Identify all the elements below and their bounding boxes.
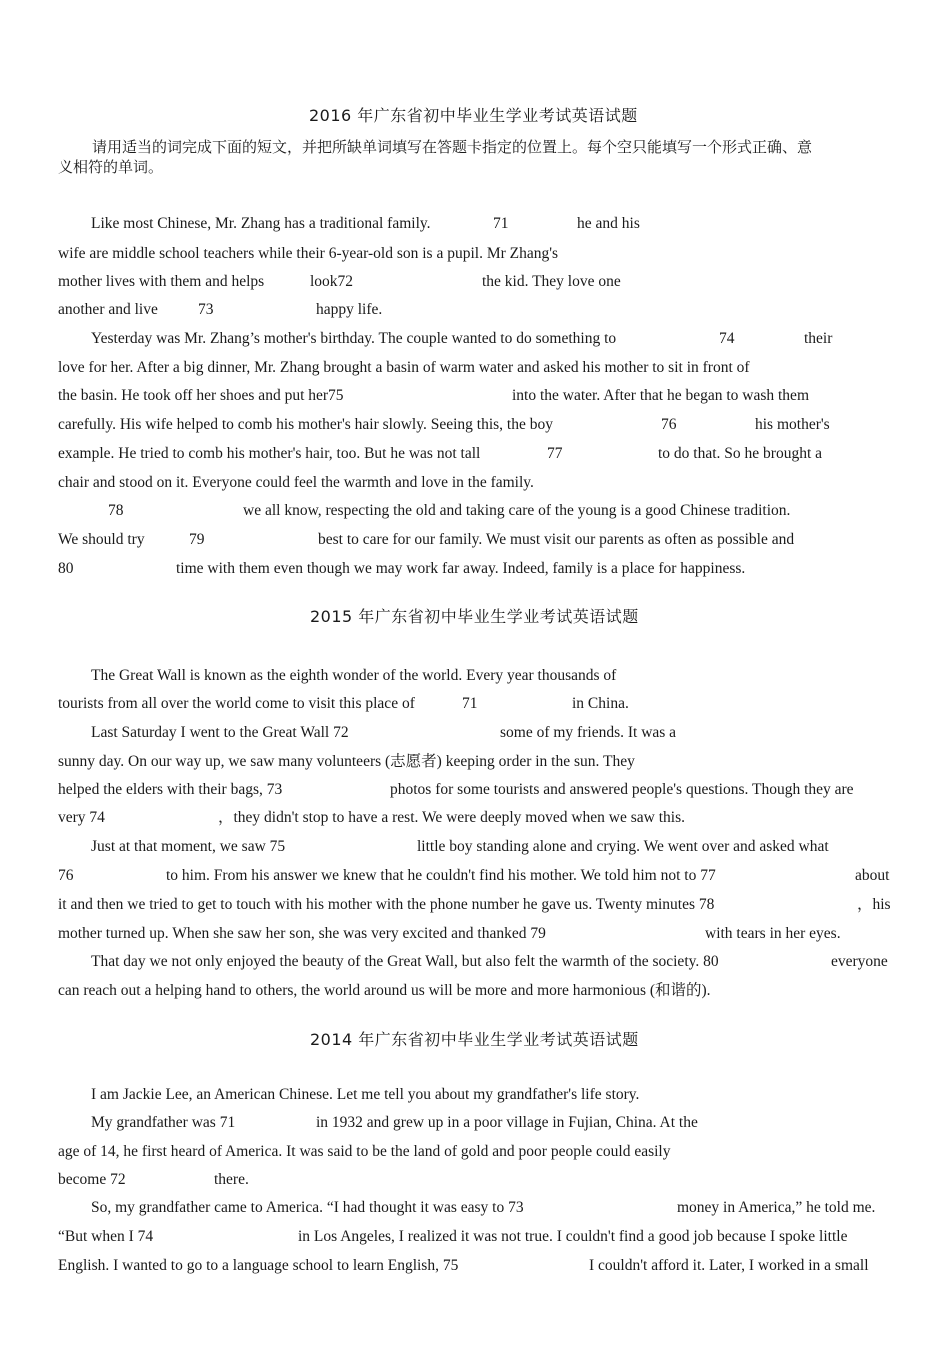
text-line: age of 14, he first heard of America. It was said to be the land of gold and poor people could easily — [58, 1143, 671, 1160]
text-line: into the water. After that he began to wash them — [512, 387, 809, 404]
text-line: to him. From his answer we knew that he couldn't find his mother. We told him not to 77 — [166, 867, 716, 884]
text-line: their — [804, 330, 833, 347]
blank-number: 77 — [547, 445, 563, 462]
text-line: Like most Chinese, Mr. Zhang has a traditional family. — [91, 215, 431, 232]
text-line: time with them even though we may work far away. Indeed, family is a place for happiness. — [176, 560, 746, 577]
text-line: “But when I 74 — [58, 1228, 154, 1245]
section-title-2015: 2015 年广东省初中毕业生学业考试英语试题 — [310, 607, 639, 626]
text-line: love for her. After a big dinner, Mr. Zhang brought a basin of warm water and asked his mother to sit in front of — [58, 359, 750, 376]
text-line: carefully. His wife helped to comb his mother's hair slowly. Seeing this, the boy — [58, 416, 553, 433]
blank-number: 79 — [189, 531, 205, 548]
text-line: ，his — [857, 896, 891, 913]
text-line: English. I wanted to go to a language school to learn English, 75 — [58, 1257, 459, 1274]
blank-number: 78 — [108, 502, 124, 519]
text-line: with tears in her eyes. — [705, 925, 841, 942]
text-line: ，they didn't stop to have a rest. We were deeply moved when we saw this. — [218, 809, 686, 826]
text-line: can reach out a helping hand to others, the world around us will be more and more harmonious (和谐的). — [58, 982, 711, 999]
text-line: about — [855, 867, 890, 884]
section-title-2014: 2014 年广东省初中毕业生学业考试英语试题 — [310, 1030, 639, 1049]
text-line: I am Jackie Lee, an American Chinese. Let me tell you about my grandfather's life story. — [91, 1086, 640, 1103]
text-line: mother lives with them and helps — [58, 273, 265, 290]
text-line: little boy standing alone and crying. We went over and asked what — [417, 838, 829, 855]
text-line: The Great Wall is known as the eighth wonder of the world. Every year thousands of — [91, 667, 617, 684]
text-line: in 1932 and grew up in a poor village in Fujian, China. At the — [316, 1114, 698, 1131]
section-title-2016: 2016 年广东省初中毕业生学业考试英语试题 — [309, 106, 638, 125]
blank-number: 76 — [661, 416, 677, 433]
blank-number: look72 — [310, 273, 354, 290]
text-line: in Los Angeles, I realized it was not true. I couldn't find a good job because I spoke little — [298, 1228, 848, 1245]
text-line: some of my friends. It was a — [500, 724, 677, 741]
text-line: Last Saturday I went to the Great Wall 72 — [91, 724, 349, 741]
text-line: we all know, respecting the old and taking care of the young is a good Chinese tradition. — [243, 502, 791, 519]
instruction-line-2: 义相符的单词。 — [58, 158, 164, 176]
text-line: example. He tried to comb his mother's hair, too. But he was not tall — [58, 445, 481, 462]
text-line: become 72 — [58, 1171, 126, 1188]
text-line: Yesterday was Mr. Zhang’s mother's birthday. The couple wanted to do something to — [91, 330, 617, 347]
text-line: We should try — [58, 531, 145, 548]
instruction-line-1: 请用适当的词完成下面的短文，并把所缺单词填写在答题卡指定的位置上。每个空只能填写一个形式正确、意 — [92, 138, 813, 156]
text-line: tourists from all over the world come to visit this place of — [58, 695, 415, 712]
text-line: happy life. — [316, 301, 383, 318]
blank-number: 74 — [719, 330, 735, 347]
blank-number: 80 — [58, 560, 74, 577]
text-line: to do that. So he brought a — [658, 445, 823, 462]
text-line: very 74 — [58, 809, 105, 826]
blank-number: 76 — [58, 867, 74, 884]
text-line: So, my grandfather came to America. “I had thought it was easy to 73 — [91, 1199, 524, 1216]
text-line: best to care for our family. We must visit our parents as often as possible and — [318, 531, 795, 548]
text-line: wife are middle school teachers while their 6-year-old son is a pupil. Mr Zhang's — [58, 245, 559, 262]
text-line: he and his — [577, 215, 640, 232]
text-line: Just at that moment, we saw 75 — [91, 838, 286, 855]
blank-number: 71 — [462, 695, 478, 712]
text-line: in China. — [572, 695, 629, 712]
text-line: the basin. He took off her shoes and put her75 — [58, 387, 344, 404]
blank-number: 73 — [198, 301, 214, 318]
text-line: it and then we tried to get to touch with his mother with the phone number he gave us. Twenty minutes 78 — [58, 896, 715, 913]
text-line: mother turned up. When she saw her son, she was very excited and thanked 79 — [58, 925, 546, 942]
text-line: everyone — [831, 953, 888, 970]
text-line: his mother's — [755, 416, 830, 433]
text-line: chair and stood on it. Everyone could feel the warmth and love in the family. — [58, 474, 534, 491]
text-line: sunny day. On our way up, we saw many volunteers (志愿者) keeping order in the sun. They — [58, 753, 635, 770]
text-line: photos for some tourists and answered people's questions. Though they are — [390, 781, 854, 798]
text-line: helped the elders with their bags, 73 — [58, 781, 283, 798]
text-line: another and live — [58, 301, 158, 318]
text-line: I couldn't afford it. Later, I worked in a small — [589, 1257, 869, 1274]
text-line: That day we not only enjoyed the beauty of the Great Wall, but also felt the warmth of the society. 80 — [91, 953, 719, 970]
blank-number: 71 — [493, 215, 509, 232]
text-line: there. — [214, 1171, 249, 1188]
text-line: money in America,” he told me. — [677, 1199, 876, 1216]
text-line: the kid. They love one — [482, 273, 621, 290]
text-line: My grandfather was 71 — [91, 1114, 236, 1131]
